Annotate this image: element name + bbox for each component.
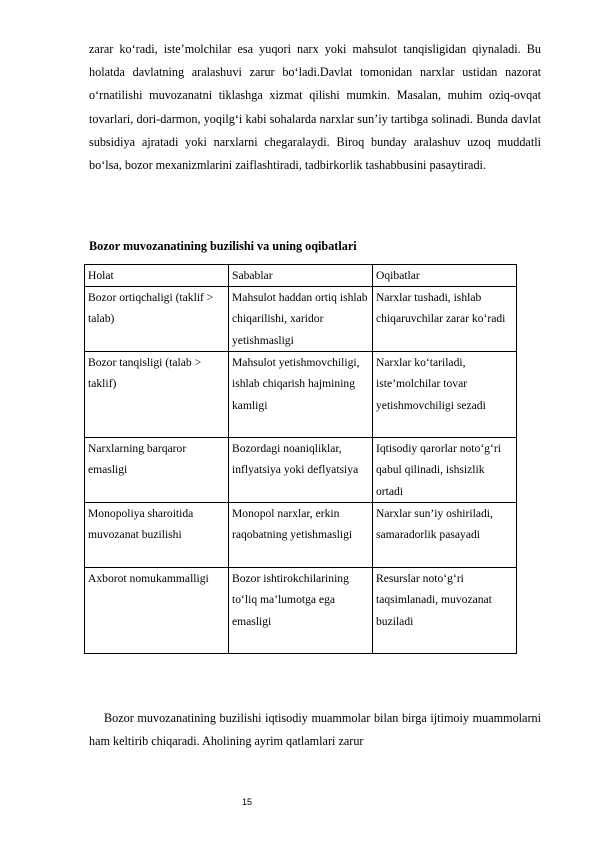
table-header-cell: Oqibatlar	[373, 265, 517, 287]
table-row	[85, 503, 517, 568]
body-paragraph-top: zarar ko‘radi, iste’molchilar esa yuqori narx yoki mahsulot tanqisligidan qiynaladi. Bu holatda davlatning aralashuvi zarur bo‘ladi.Davlat tomonidan narxlar ustidan nazorat o‘rnatilishi muvozanatni tiklashga xizmat qilishi mumkin. Masalan, muhim oziq-ovqat tovarlari, dori-darmon, yoqilg‘i kabi sohalarda narxlar sun’iy tartibga solinadi. Bunda davlat subsidiya ajratadi yoki narxlarni chegaralaydi. Biroq bunday aralashuv uzoq muddatli bo‘lsa, bozor mexanizmlarini zaiflashtiradi, tadbirkorlik tashabbusini pasaytiradi.	[89, 42, 541, 173]
body-paragraph-bottom: Bozor muvozanatining buzilishi iqtisodiy muammolar bilan birga ijtimoiy muammolarni ham keltirib chiqaradi. Aholining ayrim qatlamlari zarur	[89, 711, 541, 749]
table-header-cell: Sabablar	[229, 265, 373, 287]
table-row	[85, 287, 517, 352]
table-cell: Bozor ortiqchaligi (taklif > talab)	[85, 287, 229, 352]
table-cell: Narxlar tushadi, ishlab chiqaruvchilar zarar ko‘radi	[373, 287, 517, 352]
table-row	[85, 352, 517, 438]
table-cell: Mahsulot haddan ortiq ishlab chiqarilishi, xaridor yetishmasligi	[229, 287, 373, 352]
table-cell: Axborot nomukammalligi	[85, 568, 229, 654]
table-cell: Narxlar ko‘tariladi, iste’molchilar tovar yetishmovchiligi sezadi	[373, 352, 517, 438]
table-cell: Narxlar sun’iy oshiriladi, samaradorlik pasayadi	[373, 503, 517, 568]
table-cell: Mahsulot yetishmovchiligi, ishlab chiqarish hajmining kamligi	[229, 352, 373, 438]
table-cell: Narxlarning barqaror emasligi	[85, 438, 229, 503]
table-cell: Bozor ishtirokchilarining to‘liq ma’lumotga ega emasligi	[229, 568, 373, 654]
table-cell: Bozordagi noaniqliklar, inflyatsiya yoki deflyatsiya	[229, 438, 373, 503]
table-cell: Monopol narxlar, erkin raqobatning yetishmasligi	[229, 503, 373, 568]
table-row	[85, 438, 517, 503]
table-header-row	[85, 265, 517, 287]
table-row	[85, 568, 517, 654]
table-cell: Monopoliya sharoitida muvozanat buzilishi	[85, 503, 229, 568]
causes-consequences-table	[84, 264, 517, 654]
table-cell: Resurslar noto‘g‘ri taqsimlanadi, muvozanat buziladi	[373, 568, 517, 654]
table-header-cell: Holat	[85, 265, 229, 287]
section-heading: Bozor muvozanatining buzilishi va uning oqibatlari	[89, 239, 357, 253]
table-cell: Bozor tanqisligi (talab > taklif)	[85, 352, 229, 438]
table-cell: Iqtisodiy qarorlar noto‘g‘ri qabul qilinadi, ishsizlik ortadi	[373, 438, 517, 503]
page-number: 15	[242, 797, 253, 807]
